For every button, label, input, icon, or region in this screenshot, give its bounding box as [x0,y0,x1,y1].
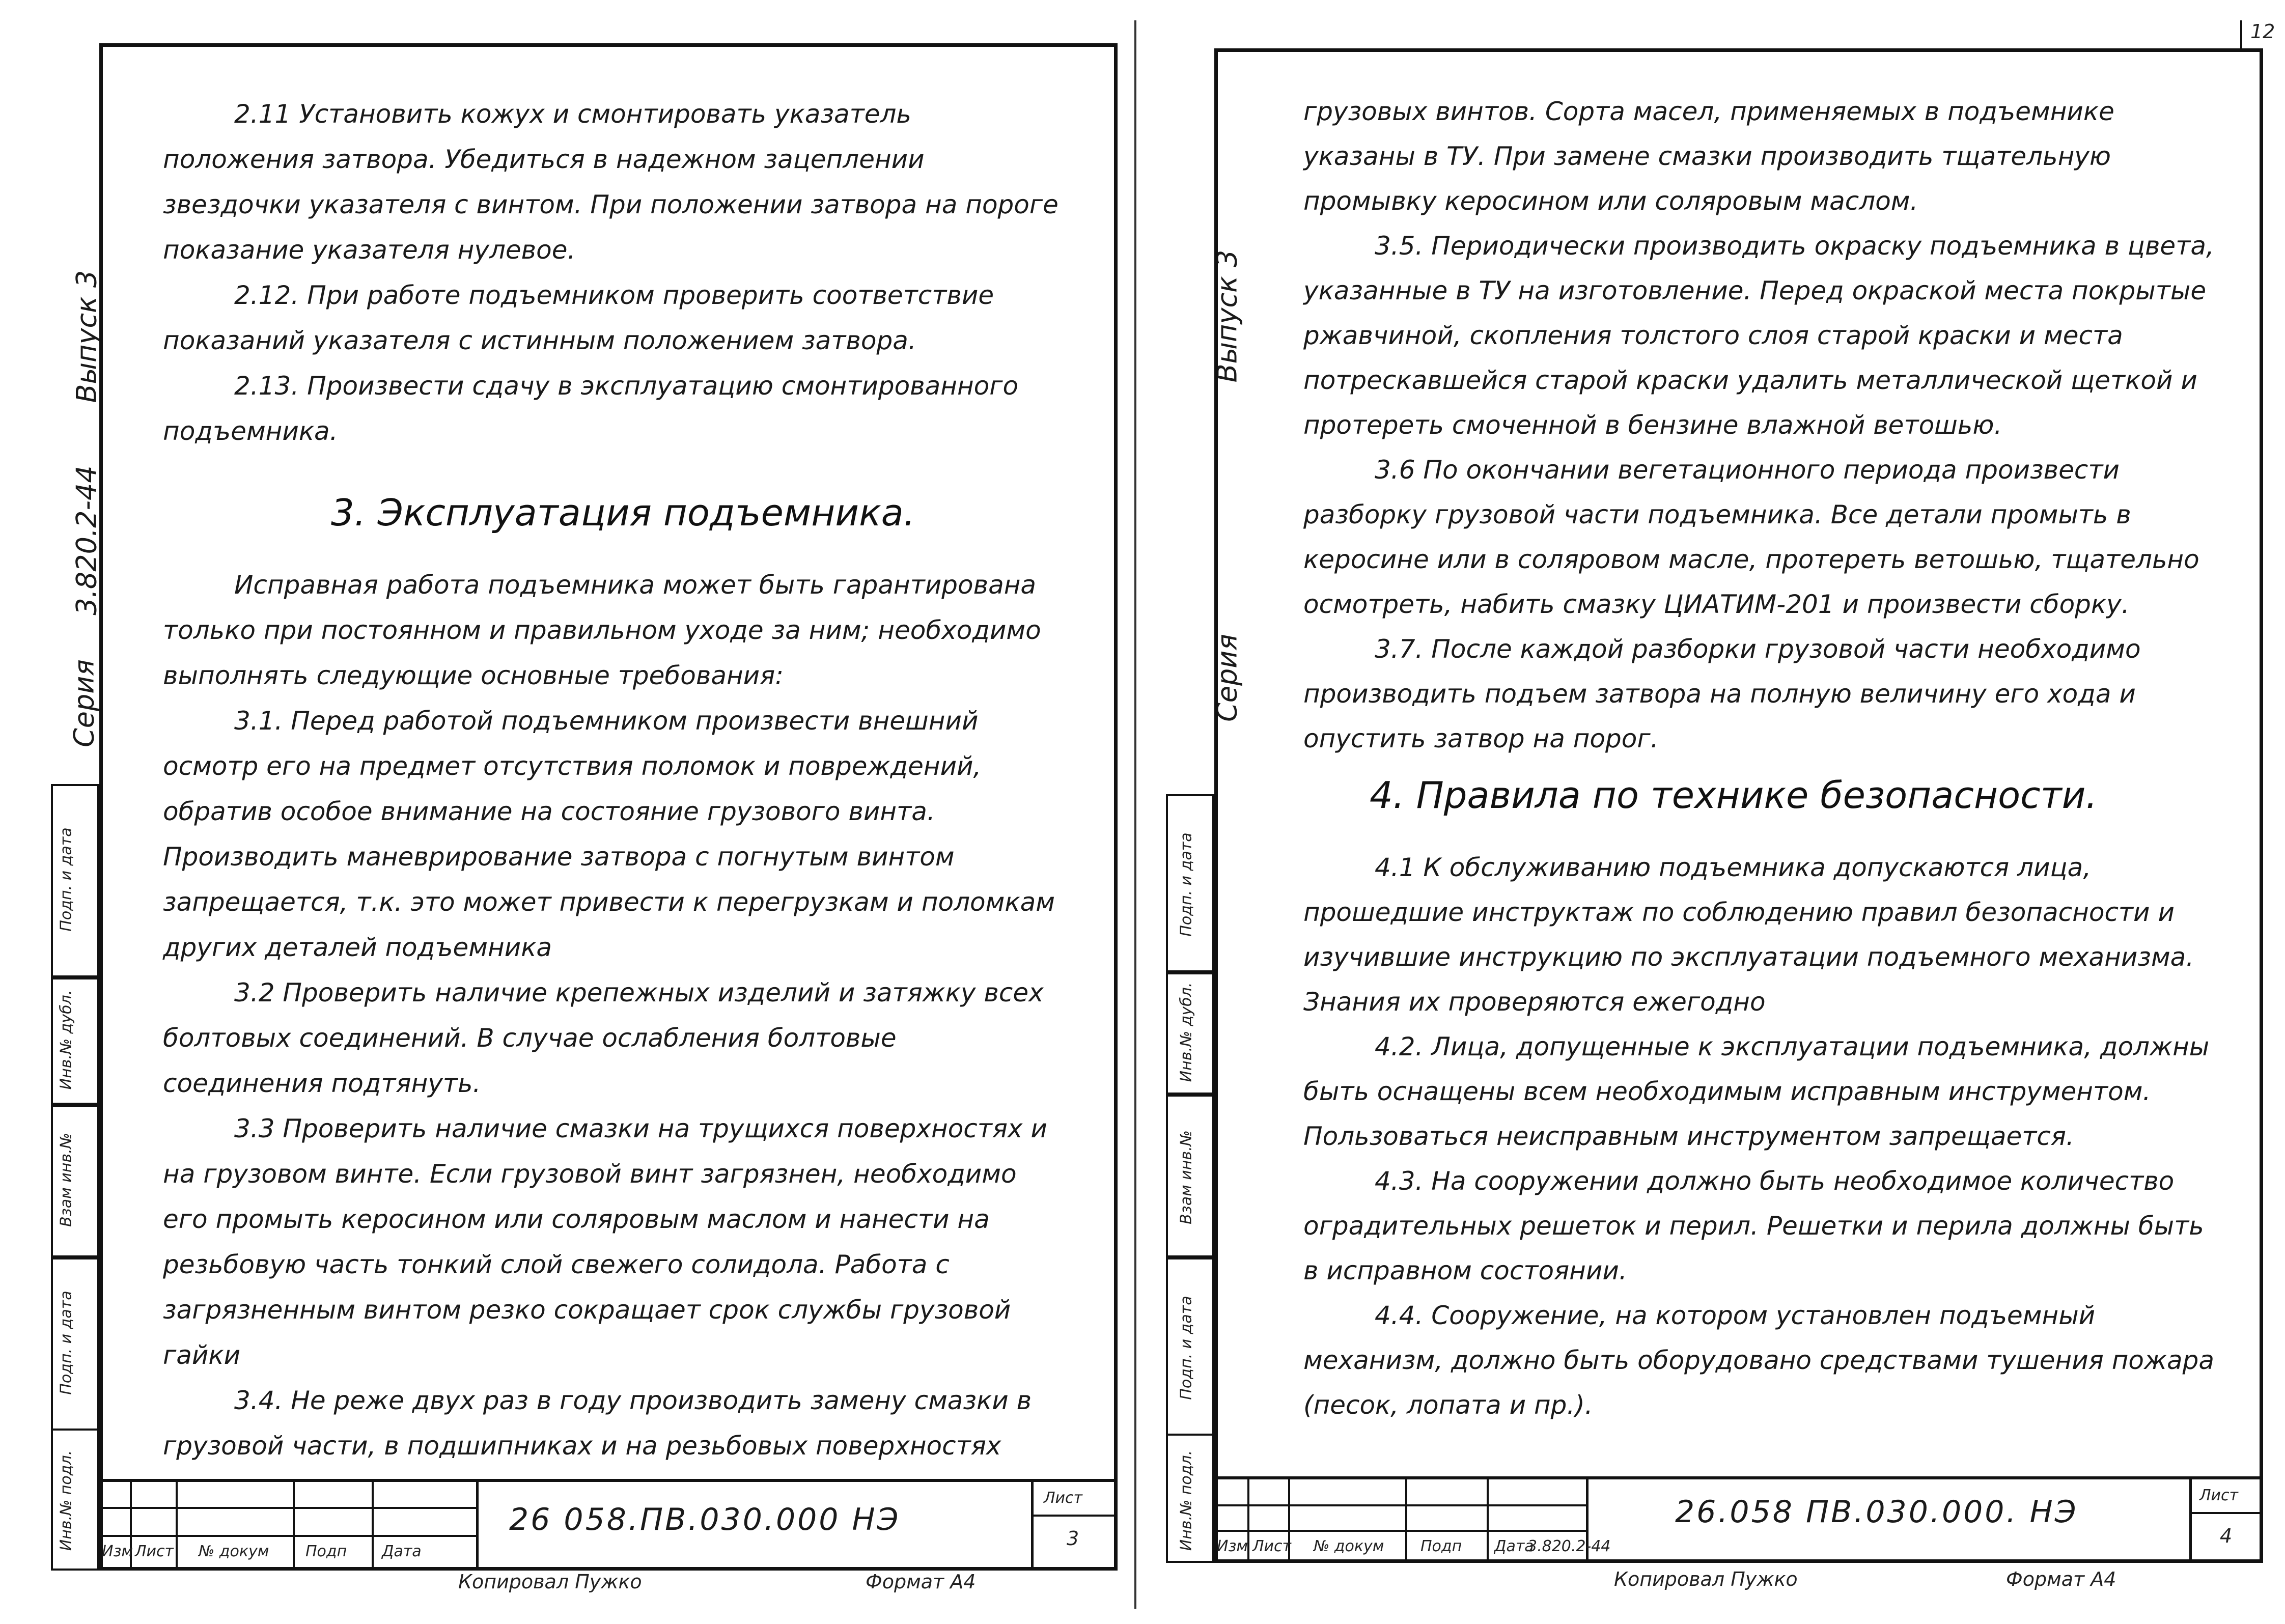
left-sheet [0,0,1130,1624]
left-format: Формат А4 [866,1571,976,1593]
left-text-block-1 [163,92,1059,454]
right-section-heading: 4. Правила по технике безопасности. [1370,774,2098,817]
right-sheet-label: Лист [2199,1487,2239,1504]
right-sheet-number: 4 [2220,1525,2233,1547]
right-tb-col: Дата [1494,1537,1534,1555]
right-tb-col: Лист [1252,1537,1292,1555]
left-side-number: 3.820.2-44 [70,465,103,615]
corner-tick [2240,20,2242,51]
left-copied-by: Копировал Пужко [458,1571,642,1593]
right-strip-label: Подп. и дата [1177,832,1195,937]
right-tb-divider [1214,1530,1586,1532]
left-tb-col: Дата [382,1543,422,1560]
paragraph: 3.2 Проверить наличие крепежных изделий и затяжку всех болтовых соединений. В случае ослабления болтовые соединения подтянуть. [163,978,1044,1098]
left-tb-vline [176,1479,178,1571]
right-strip-label: Инв.№ подл. [1177,1450,1195,1551]
left-tb-col: Подп [305,1543,347,1560]
paragraph: грузовых винтов. Сорта масел, применяемых в подъемнике указаны в ТУ. При замене смазки производить тщательную промывку керосином или соляровым маслом. [1303,97,2114,216]
corner-sheet-mark: 12 [2250,20,2275,43]
left-tb-vline [476,1479,479,1571]
paragraph: 3.1. Перед работой подъемником произвести внешний осмотр его на предмет отсутствия поломок и повреждений, обратив особое внимание на состояние грузового винта. Производить маневрирование затвора с погнутым винтом запрещается, т.к. это может привести к перегрузкам и поломкам других деталей подъемника [163,706,1055,962]
left-sheet-number: 3 [1067,1527,1079,1550]
paragraph: 3.7. После каждой разборки грузовой части необходимо производить подъем затвора на полную величину его хода и опустить затвор на порог. [1303,634,2141,753]
paragraph: 2.11 Установить кожух и смонтировать указатель положения затвора. Убедиться в надежном зацеплении звездочки указателя с винтом. При положении затвора на пороге показание указателя нулевое. [163,99,1058,265]
right-tb-vline [1487,1476,1489,1563]
right-side-issue: Выпуск 3 [1211,249,1243,383]
left-tb-col: № докум [199,1543,269,1560]
left-tb-divider [1031,1515,1118,1517]
left-tb-vline [293,1479,295,1571]
paragraph: 3.3 Проверить наличие смазки на трущихся поверхностях и на грузовом винте. Если грузовой винт загрязнен, необходимо его промыть керосином или соляровым маслом и нанести на резьбовую часть тонкий слой свежего солидола. Работа с загрязненным винтом резко сокращает срок службы грузовой гайки [163,1114,1047,1370]
center-separator [1134,20,1136,1609]
left-tb-divider [99,1507,476,1509]
left-tb-vline [1031,1479,1034,1571]
right-strip-label: Инв.№ дубл. [1177,982,1195,1082]
paragraph: 3.5. Периодически производить окраску подъемника в цвета, указанные в ТУ на изготовление. Перед окраской места покрытые ржавчиной, скопления толстого слоя старой краски и места потрескавшейся старой краски удалить металлической щеткой и протереть смоченной в бензине влажной ветошью. [1303,231,2214,440]
paragraph: 4.3. На сооружении должно быть необходимое количество оградительных решеток и перил. Решетки и перила должны быть в исправном состоянии. [1303,1166,2204,1285]
paragraph: 3.6 По окончании вегетационного периода произвести разборку грузовой части подъемника. Все детали промыть в керосине или в соляровом масле, протереть ветошью, тщательно осмотреть, набить смазку ЦИАТИМ-201 и произвести сборку. [1303,455,2199,619]
left-strip-label: Подп. и дата [57,827,75,932]
left-sheet-label: Лист [1044,1489,1083,1507]
left-tb-col: Изм [102,1543,133,1560]
left-strip-label: Взам инв.№ [57,1133,75,1227]
right-side-series: Серия [1211,634,1243,722]
paragraph: Исправная работа подъемника может быть гарантирована только при постоянном и правильном уходе за ним; необходимо выполнять следующие основные требования: [163,570,1041,690]
left-text-block-2 [163,563,1059,1469]
paragraph: 4.2. Лица, допущенные к эксплуатации подъемника, должны быть оснащены всем необходимым исправным инструментом. Пользоваться неисправным инструментом запрещается. [1303,1032,2210,1151]
paragraph: 4.1 К обслуживанию подъемника допускаются лица, прошедшие инструктаж по соблюдению правил безопасности и изучившие инструкцию по эксплуатации подъемного механизма. Знания их проверяются ежегодно [1303,853,2194,1017]
right-tb-col: Подп [1420,1537,1462,1555]
left-strip-label: Инв.№ дубл. [57,990,75,1090]
right-tb-vline [2189,1476,2192,1563]
right-strip-label: Взам инв.№ [1177,1130,1195,1224]
right-doc-code: 26.058 ПВ.030.000. НЭ [1675,1494,2078,1530]
left-side-issue: Выпуск 3 [70,270,103,403]
right-format: Формат А4 [2006,1568,2116,1590]
left-doc-code: 26 058.ПВ.030.000 НЭ [509,1502,901,1537]
left-tb-divider [99,1535,476,1537]
left-section-heading: 3. Эксплуатация подъемника. [331,491,915,534]
paragraph: 4.4. Сооружение, на котором установлен подъемный механизм, должно быть оборудовано средствами тушения пожара (песок, лопата и пр.). [1303,1301,2215,1420]
right-tb-col: № докум [1314,1537,1384,1555]
right-sheet [1140,0,2285,1624]
left-tb-col: Лист [135,1543,174,1560]
right-sub-code: 3.820.2-44 [1527,1537,1611,1555]
right-text-block-1 [1303,89,2220,761]
left-strip-label: Подп. и дата [57,1291,75,1395]
left-tb-vline [372,1479,374,1571]
right-strip-label: Подп. и дата [1177,1296,1195,1400]
right-text-block-2 [1303,845,2220,1427]
right-copied-by: Копировал Пужко [1614,1568,1798,1590]
paragraph: 3.4. Не реже двух раз в году производить замену смазки в грузовой части, в подшипниках и на резьбовых поверхностях [163,1386,1032,1461]
right-tb-divider [1214,1504,1586,1506]
left-strip-label: Инв.№ подл. [57,1450,75,1551]
right-tb-col: Изм [1217,1537,1248,1555]
right-tb-vline [1405,1476,1407,1563]
paragraph: 2.13. Произвести сдачу в эксплуатацию смонтированного подъемника. [163,371,1019,446]
left-side-series: Серия [68,659,100,747]
paragraph: 2.12. При работе подъемником проверить соответствие показаний указателя с истинным положением затвора. [163,281,994,355]
right-tb-divider [2189,1512,2263,1514]
